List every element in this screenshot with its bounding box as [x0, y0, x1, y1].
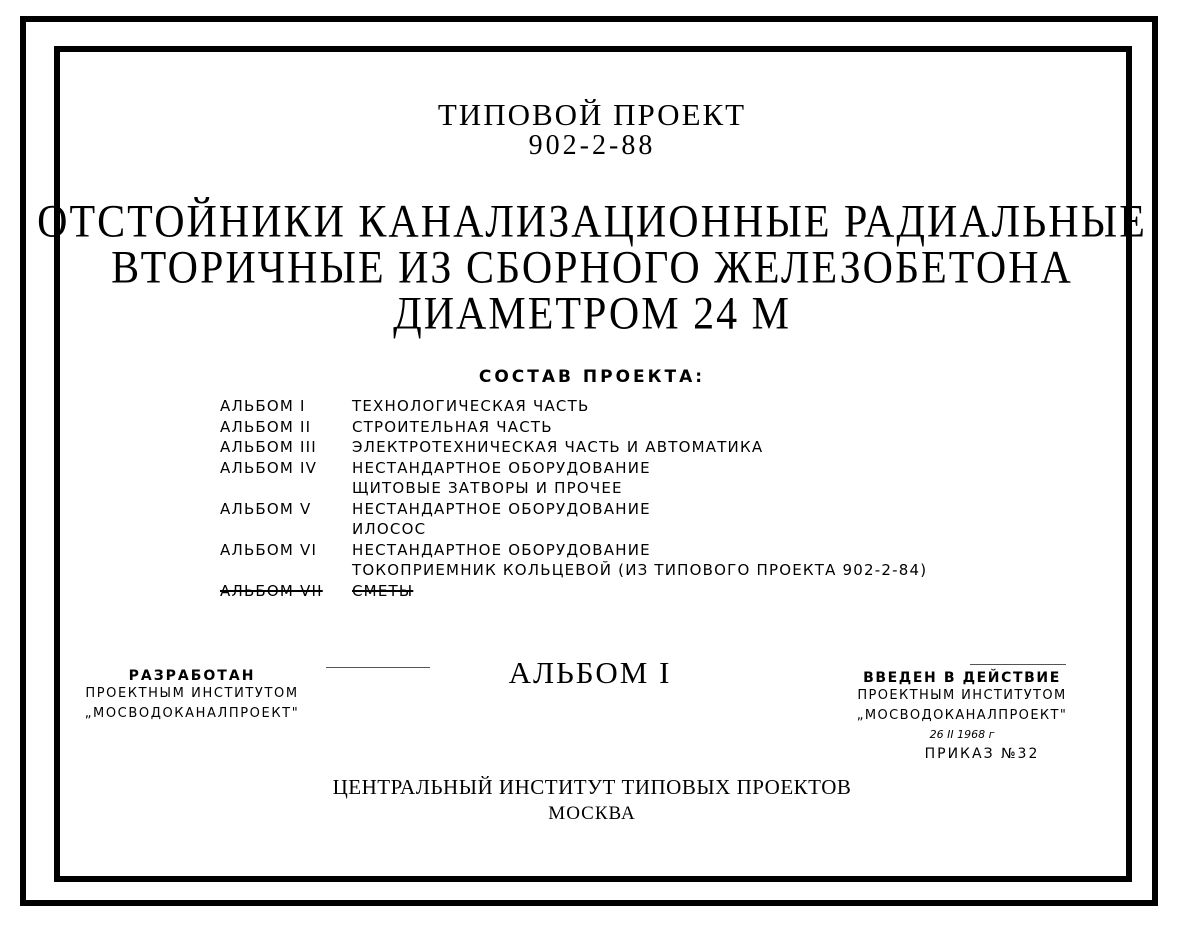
album-description: ЩИТОВЫЕ ЗАТВОРЫ И ПРОЧЕЕ [352, 479, 623, 497]
publisher-city: МОСКВА [548, 803, 636, 824]
developer-block [62, 668, 322, 724]
title-line-2: ВТОРИЧНЫЕ ИЗ СБОРНОГО ЖЕЛЕЗОБЕТОНА [111, 242, 1073, 294]
album-number [220, 560, 352, 581]
album-row [220, 519, 927, 540]
album-number: АЛЬБОМ VI [220, 540, 318, 559]
album-number: АЛЬБОМ IV [220, 458, 318, 477]
album-row [220, 540, 927, 561]
album-mark: АЛЬБОМ I [508, 655, 672, 690]
album-row [220, 560, 927, 581]
album-number: АЛЬБОМ VII [220, 581, 323, 600]
album-row [220, 478, 927, 499]
album-number: АЛЬБОМ III [220, 438, 317, 456]
album-row-struck [220, 581, 927, 602]
album-description: НЕСТАНДАРТНОЕ ОБОРУДОВАНИЕ [352, 540, 651, 559]
album-description: НЕСТАНДАРТНОЕ ОБОРУДОВАНИЕ [352, 458, 651, 477]
publisher-name: ЦЕНТРАЛЬНЫЙ ИНСТИТУТ ТИПОВЫХ ПРОЕКТОВ [332, 775, 852, 799]
project-type-label: ТИПОВОЙ ПРОЕКТ [437, 97, 747, 132]
developer-line-2: „МОСВОДОКАНАЛПРОЕКТ" [84, 706, 300, 721]
introduced-line-2: „МОСВОДОКАНАЛПРОЕКТ" [856, 708, 1068, 723]
album-number [220, 519, 352, 540]
introduced-line-1: ПРОЕКТНЫМ ИНСТИТУТОМ [857, 688, 1067, 703]
introduced-date: 26 II 1968 г [929, 728, 995, 741]
title-line-3: ДИАМЕТРОМ 24 М [393, 288, 791, 340]
scan-dash [326, 667, 430, 668]
title-line-1: ОТСТОЙНИКИ КАНАЛИЗАЦИОННЫЕ РАДИАЛЬНЫЕ [37, 196, 1147, 248]
introduced-order: ПРИКАЗ №32 [924, 746, 1040, 762]
album-list [220, 396, 927, 601]
album-row [220, 396, 927, 417]
album-row [220, 499, 927, 520]
album-description: ЭЛЕКТРОТЕХНИЧЕСКАЯ ЧАСТЬ И АВТОМАТИКА [352, 438, 764, 456]
scan-dash [970, 664, 1066, 665]
album-number [220, 478, 352, 499]
album-description: НЕСТАНДАРТНОЕ ОБОРУДОВАНИЕ [352, 499, 651, 518]
album-number: АЛЬБОМ II [220, 417, 312, 436]
album-description: СТРОИТЕЛЬНАЯ ЧАСТЬ [352, 417, 553, 436]
album-description: СМЕТЫ [352, 581, 414, 600]
album-description: ТЕХНОЛОГИЧЕСКАЯ ЧАСТЬ [352, 397, 590, 415]
album-description: ТОКОПРИЕМНИК КОЛЬЦЕВОЙ (ИЗ ТИПОВОГО ПРОЕКТА 902-2-84) [352, 561, 928, 579]
album-row [220, 437, 927, 458]
album-number: АЛЬБОМ I [220, 397, 306, 415]
developer-line-1: ПРОЕКТНЫМ ИНСТИТУТОМ [85, 686, 299, 701]
album-row [220, 458, 927, 479]
developer-title: РАЗРАБОТАН [128, 668, 256, 684]
album-description: ИЛОСОС [352, 520, 427, 538]
composition-heading: СОСТАВ ПРОЕКТА: [478, 367, 706, 387]
introduced-title: ВВЕДЕН В ДЕЙСТВИЕ [863, 670, 1061, 686]
introduced-block [832, 670, 1092, 764]
album-row [220, 417, 927, 438]
album-number: АЛЬБОМ V [220, 499, 312, 518]
project-code: 902-2-88 [528, 130, 656, 161]
